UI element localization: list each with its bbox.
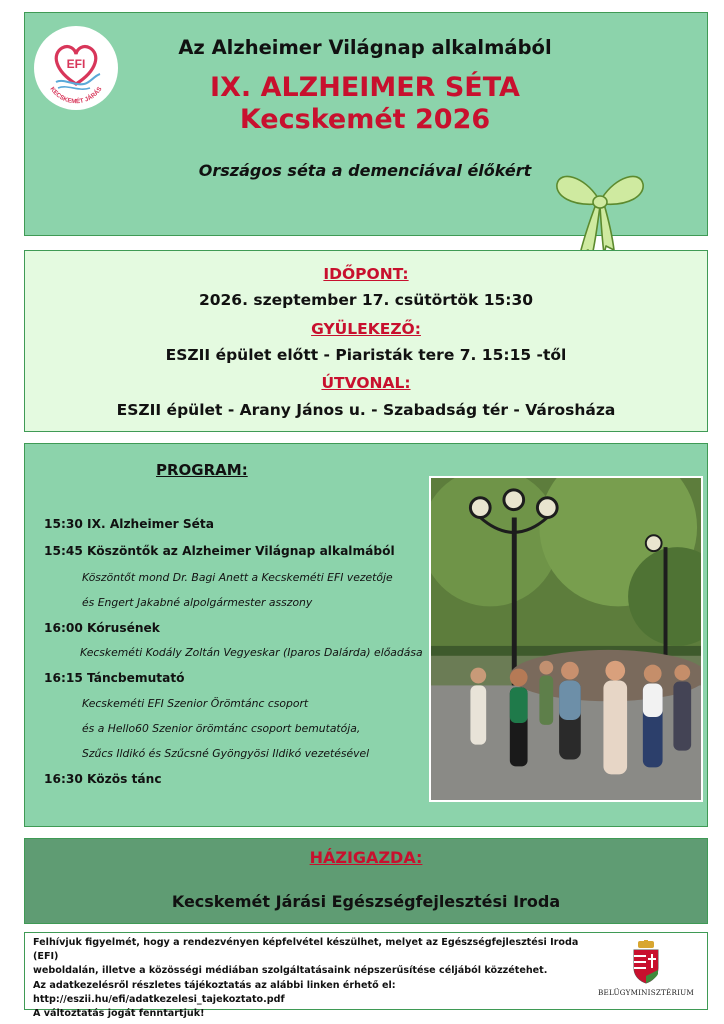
host-label: HÁZIGAZDA: xyxy=(309,848,423,867)
program-item-detail: Kecskeméti Kodály Zoltán Vegyeskar (Iparos Dalárda) előadása xyxy=(80,646,423,659)
footer-line: weboldalán, illetve a közösségi médiában szolgáltatásaink népszerűsítése céljából közzétehet. xyxy=(33,965,548,977)
event-photo xyxy=(429,476,703,802)
meeting-value: ESZII épület előtt - Piaristák tere 7. 15:15 -től xyxy=(165,346,567,364)
event-tagline: Országos séta a demenciával élőkért xyxy=(198,161,532,180)
efi-logo xyxy=(34,26,118,110)
program-item-detail: Köszöntőt mond Dr. Bagi Anett a Kecskeméti EFI vezetője xyxy=(82,571,393,584)
svg-text:KECSKEMÉT JÁRÁS: KECSKEMÉT JÁRÁS xyxy=(48,85,104,106)
time-value: 2026. szeptember 17. csütörtök 15:30 xyxy=(198,291,534,309)
header-subtitle: Az Alzheimer Világnap alkalmából xyxy=(178,36,552,59)
program-heading: PROGRAM: xyxy=(156,461,248,479)
program-item-detail: és a Hello60 Szenior örömtánc csoport bemutatója, xyxy=(82,722,361,735)
hungarian-coat-of-arms-icon xyxy=(631,940,661,984)
program-item: 16:15 Táncbemutató xyxy=(44,671,185,685)
program-item: 15:30 IX. Alzheimer Séta xyxy=(44,517,214,531)
time-label: IDŐPONT: xyxy=(323,265,409,283)
host-name: Kecskemét Járási Egészségfejlesztési Iroda xyxy=(171,892,561,911)
footer-line: Az adatkezelésről részletes tájékoztatás az alábbi linken érhető el: xyxy=(33,979,396,991)
event-title: IX. ALZHEIMER SÉTA xyxy=(210,72,520,103)
program-item-detail: Kecskeméti EFI Szenior Örömtánc csoport xyxy=(82,697,309,710)
route-label: ÚTVONAL: xyxy=(321,374,411,392)
program-item-detail: és Engert Jakabné alpolgármester asszony xyxy=(82,596,313,609)
footer-notice xyxy=(33,936,593,1021)
footer-line: Felhívjuk figyelmét, hogy a rendezvényen képfelvétel készülhet, melyet az Egészségfejlesztési Iroda (EFI) xyxy=(33,937,579,963)
route-value: ESZII épület - Arany János u. - Szabadság tér - Városháza xyxy=(116,401,616,419)
ribbon-bow-icon xyxy=(554,162,646,258)
event-city-year: Kecskemét 2026 xyxy=(239,104,491,135)
program-item: 16:00 Kórusének xyxy=(44,621,160,635)
footer-line: A változtatás jogát fenntartjuk! xyxy=(33,1008,205,1020)
footer-link[interactable]: http://eszii.hu/efi/adatkezelesi_tajekoztato.pdf xyxy=(33,993,285,1005)
ministry-logo xyxy=(598,940,694,1006)
program-item: 15:45 Köszöntők az Alzheimer Világnap alkalmából xyxy=(44,544,395,558)
ministry-name: BELÜGYMINISZTÉRIUM xyxy=(598,988,694,997)
meeting-label: GYÜLEKEZŐ: xyxy=(311,320,421,338)
svg-text:EFI: EFI xyxy=(66,57,86,71)
program-item-detail: Szűcs Ildikó és Szűcsné Gyöngyösi Ildikó vezetésével xyxy=(82,747,370,760)
program-item: 16:30 Közös tánc xyxy=(44,772,162,786)
